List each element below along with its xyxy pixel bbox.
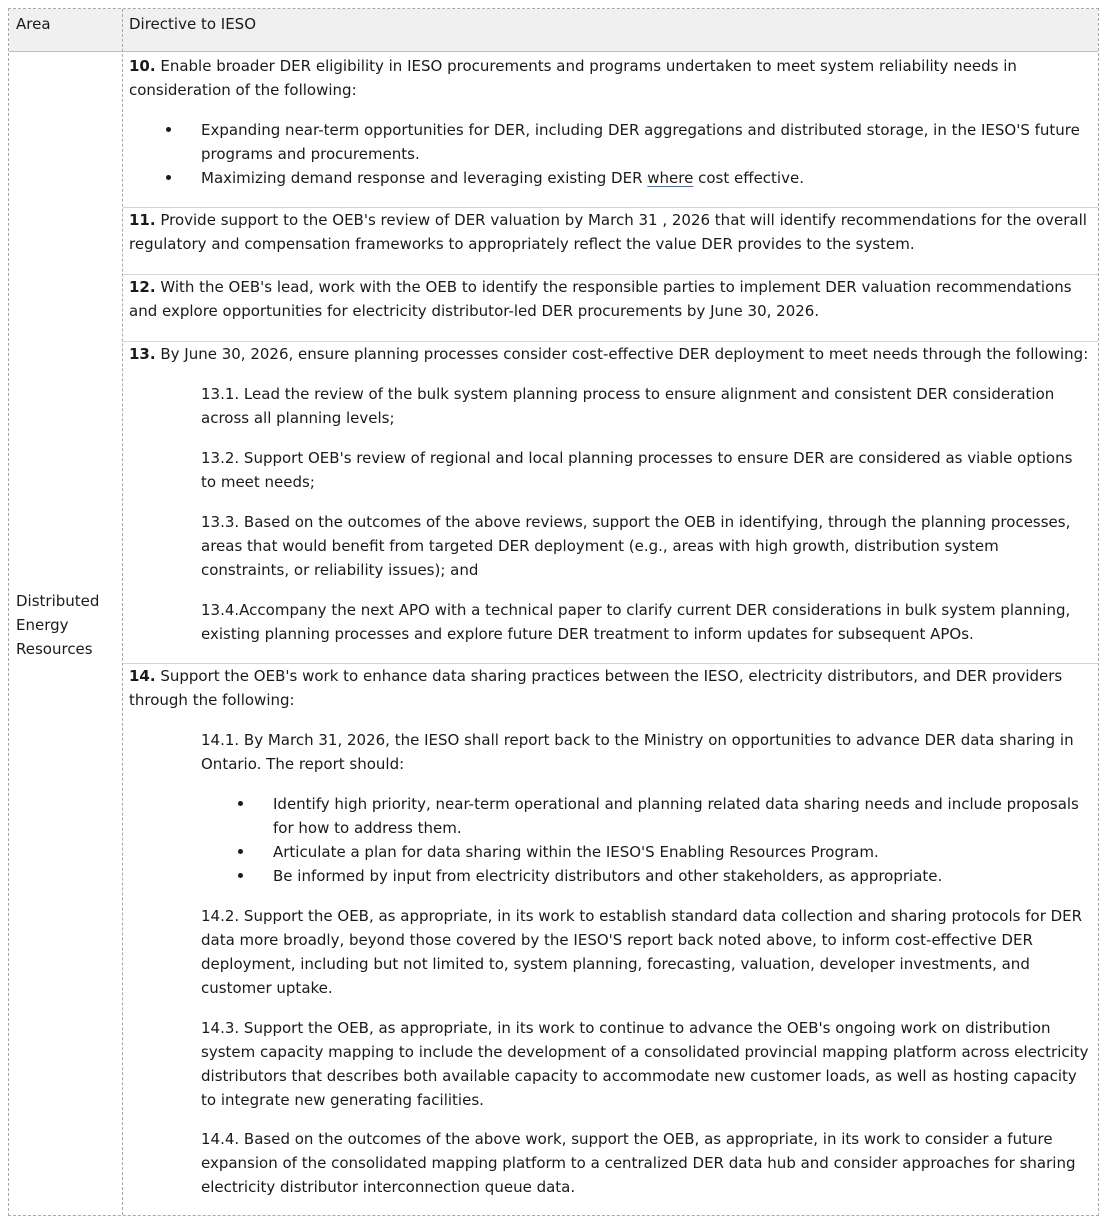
directive-13-cell bbox=[123, 341, 1098, 664]
spellcheck-underlined-word: where bbox=[647, 169, 694, 187]
bullet-icon bbox=[166, 127, 171, 132]
bullet-item: Articulate a plan for data sharing within the IESO'S Enabling Resources Program. bbox=[273, 840, 1090, 864]
directive-column-header: Directive to IESO bbox=[129, 15, 257, 33]
directive-12-text: 12. With the OEB's lead, work with the OEB to identify the responsible parties to implement DER valuation recommendations and explore opportunities for electricity distributor-led DER procurements by June 30, 2026. bbox=[129, 278, 1072, 320]
directive-number: 13. bbox=[129, 345, 156, 363]
directive-11-cell bbox=[123, 207, 1098, 275]
directive-12-cell bbox=[123, 274, 1098, 342]
directives-table bbox=[8, 8, 1099, 1216]
area-label-line: Resources bbox=[16, 640, 93, 658]
directive-14-cell bbox=[123, 663, 1098, 1215]
directive-number: 11. bbox=[129, 211, 156, 229]
sub-directive-13-3: 13.3. Based on the outcomes of the above reviews, support the OEB in identifying, through the planning processes, areas that would benefit from targeted DER deployment (e.g., areas with high growth, distribution system constraints, or reliability issues); and bbox=[201, 513, 1071, 579]
area-column-header: Area bbox=[16, 15, 51, 33]
bullet-icon bbox=[166, 175, 171, 180]
bullet-icon bbox=[238, 849, 243, 854]
directive-number: 12. bbox=[129, 278, 156, 296]
sub-directive-13-1: 13.1. Lead the review of the bulk system planning process to ensure alignment and consistent DER consideration across all planning levels; bbox=[201, 385, 1055, 427]
bullet-item: Expanding near-term opportunities for DER, including DER aggregations and distributed storage, in the IESO'S future programs and procurements. bbox=[201, 118, 1090, 166]
area-label-line: Energy bbox=[16, 616, 69, 634]
bullet-icon bbox=[238, 801, 243, 806]
area-label-line: Distributed bbox=[16, 592, 100, 610]
directive-13-text: 13. By June 30, 2026, ensure planning processes consider cost-effective DER deployment to meet needs through the following: bbox=[129, 345, 1089, 363]
directive-number: 14. bbox=[129, 667, 156, 685]
directive-10-text: 10. Enable broader DER eligibility in IESO procurements and programs undertaken to meet system reliability needs in consideration of the following: bbox=[129, 57, 1017, 99]
bullet-item: Identify high priority, near-term operational and planning related data sharing needs and include proposals for how to address them. bbox=[273, 792, 1090, 840]
directive-14-text: 14. Support the OEB's work to enhance data sharing practices between the IESO, electricity distributors, and DER providers through the following: bbox=[129, 667, 1063, 709]
directive-number: 10. bbox=[129, 57, 156, 75]
sub-directive-14-2: 14.2. Support the OEB, as appropriate, in its work to establish standard data collection and sharing protocols for DER data more broadly, beyond those covered by the IESO'S report back noted above, to inform cost-effective DER deployment, including but not limited to, system planning, forecasting, valuation, developer investments, and customer uptake. bbox=[201, 907, 1083, 997]
area-cell bbox=[16, 589, 116, 661]
bullet-item: Maximizing demand response and leveraging existing DER where cost effective. bbox=[201, 166, 1090, 190]
sub-directive-14-1: 14.1. By March 31, 2026, the IESO shall report back to the Ministry on opportunities to advance DER data sharing in Ontario. The report should: bbox=[201, 731, 1074, 773]
sub-directive-14-3: 14.3. Support the OEB, as appropriate, in its work to continue to advance the OEB's ongoing work on distribution system capacity mapping to include the development of a consolidated provincial mapping platform across electricity distributors that describes both available capacity to accommodate new customer loads, as well as hosting capacity to integrate new generating facilities. bbox=[201, 1019, 1089, 1109]
directive-10-cell bbox=[123, 52, 1098, 208]
bullet-item: Be informed by input from electricity distributors and other stakeholders, as appropriate. bbox=[273, 864, 1090, 888]
table-header-row bbox=[9, 9, 1098, 52]
sub-directive-13-2: 13.2. Support OEB's review of regional and local planning processes to ensure DER are considered as viable options to meet needs; bbox=[201, 449, 1073, 491]
sub-directive-13-4: 13.4.Accompany the next APO with a technical paper to clarify current DER considerations in bulk system planning, existing planning processes and explore future DER treatment to inform updates for subsequent APOs. bbox=[201, 601, 1071, 643]
directive-11-text: 11. Provide support to the OEB's review of DER valuation by March 31 , 2026 that will identify recommendations for the overall regulatory and compensation frameworks to appropriately reflect the value DER provides to the system. bbox=[129, 211, 1087, 253]
sub-directive-14-4: 14.4. Based on the outcomes of the above work, support the OEB, as appropriate, in its work to consider a future expansion of the consolidated mapping platform to a centralized DER data hub and consider approaches for sharing electricity distributor interconnection queue data. bbox=[201, 1130, 1076, 1196]
bullet-icon bbox=[238, 873, 243, 878]
